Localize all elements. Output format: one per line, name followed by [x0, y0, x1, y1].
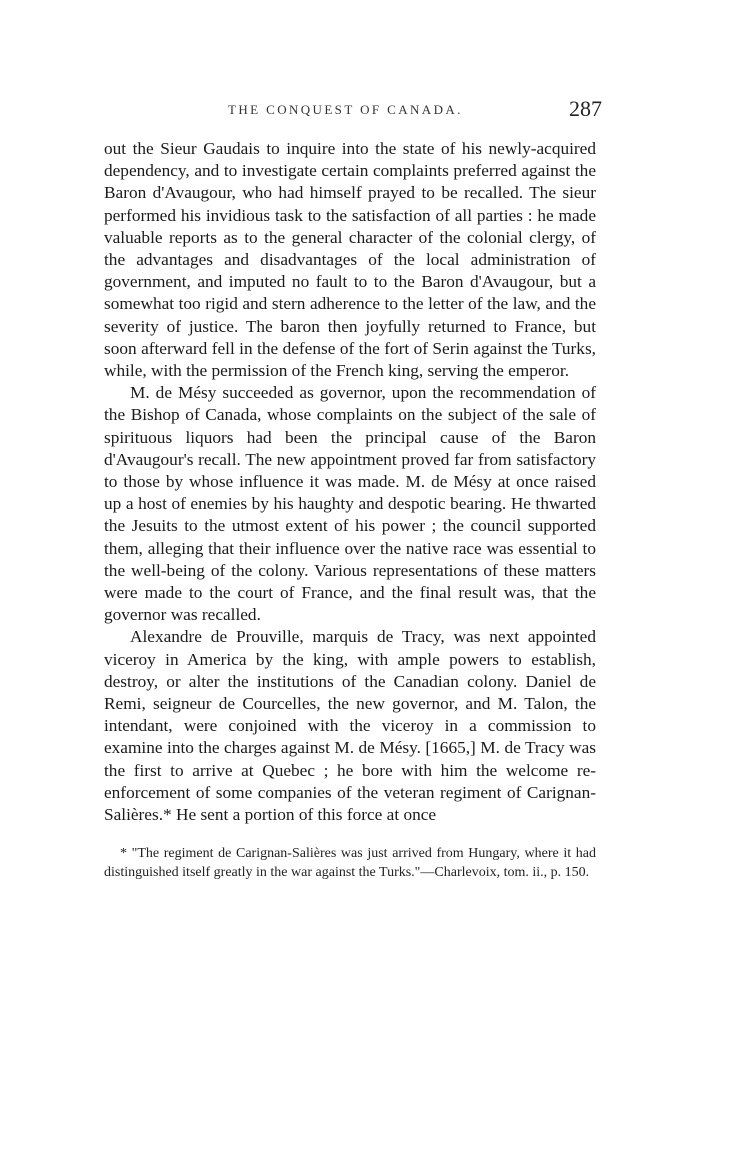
paragraph-2: M. de Mésy succeeded as governor, upon the recommendation of the Bishop of Canada, whose complaints on the subject of the sale of spirituous liquors had been the principal cause of the Baron d'Avaugour's recall. The new appointment proved far from satisfactory to those by whose influence it was made. M. de Mésy at once raised up a host of enemies by his haughty and despotic bearing. He thwarted the Jesuits to the utmost extent of his power ; the council supported them, alleging that their influence over the native race was essential to the well-being of the colony. Various representations of these matters were made to the court of France, and the final result was, that the governor was recalled. — [104, 383, 596, 625]
body-text — [104, 138, 596, 826]
page-header — [104, 96, 602, 132]
book-page — [104, 96, 602, 896]
paragraph-3: Alexandre de Prouville, marquis de Tracy, was next appointed viceroy in America by the king, with ample powers to establish, destroy, or alter the institutions of the Canadian colony. Daniel de Remi, seigneur de Courcelles, the new governor, and M. Talon, the intendant, were conjoined with the viceroy in a commission to examine into the charges against M. de Mésy. [1665,] M. de Tracy was the first to arrive at Quebec ; he bore with him the welcome re-enforcement of some companies of the veteran regiment of Carignan-Salières.* He sent a portion of this force at once — [104, 627, 596, 825]
page-number: 287 — [569, 96, 602, 121]
running-head: THE CONQUEST OF CANADA. — [228, 102, 463, 117]
paragraph-1: out the Sieur Gaudais to inquire into the state of his newly-acquired dependency, and to investigate certain complaints preferred against the Baron d'Avaugour, who had himself prayed to be recalled. The sieur performed his invidious task to the satisfaction of all parties : he made valuable reports as to the general character of the colonial clergy, of the advantages and disadvantages of the local administration of government, and imputed no fault to to the Baron d'Avaugour, but a somewhat too rigid and stern adherence to the letter of the law, and the severity of justice. The baron then joyfully returned to France, but soon afterward fell in the defense of the fort of Serin against the Turks, while, with the permission of the French king, serving the emperor. — [104, 139, 596, 381]
footnote: * "The regiment de Carignan-Salières was just arrived from Hungary, where it had distinguished itself greatly in the war against the Turks."—Charlevoix, tom. ii., p. 150. — [104, 846, 596, 881]
